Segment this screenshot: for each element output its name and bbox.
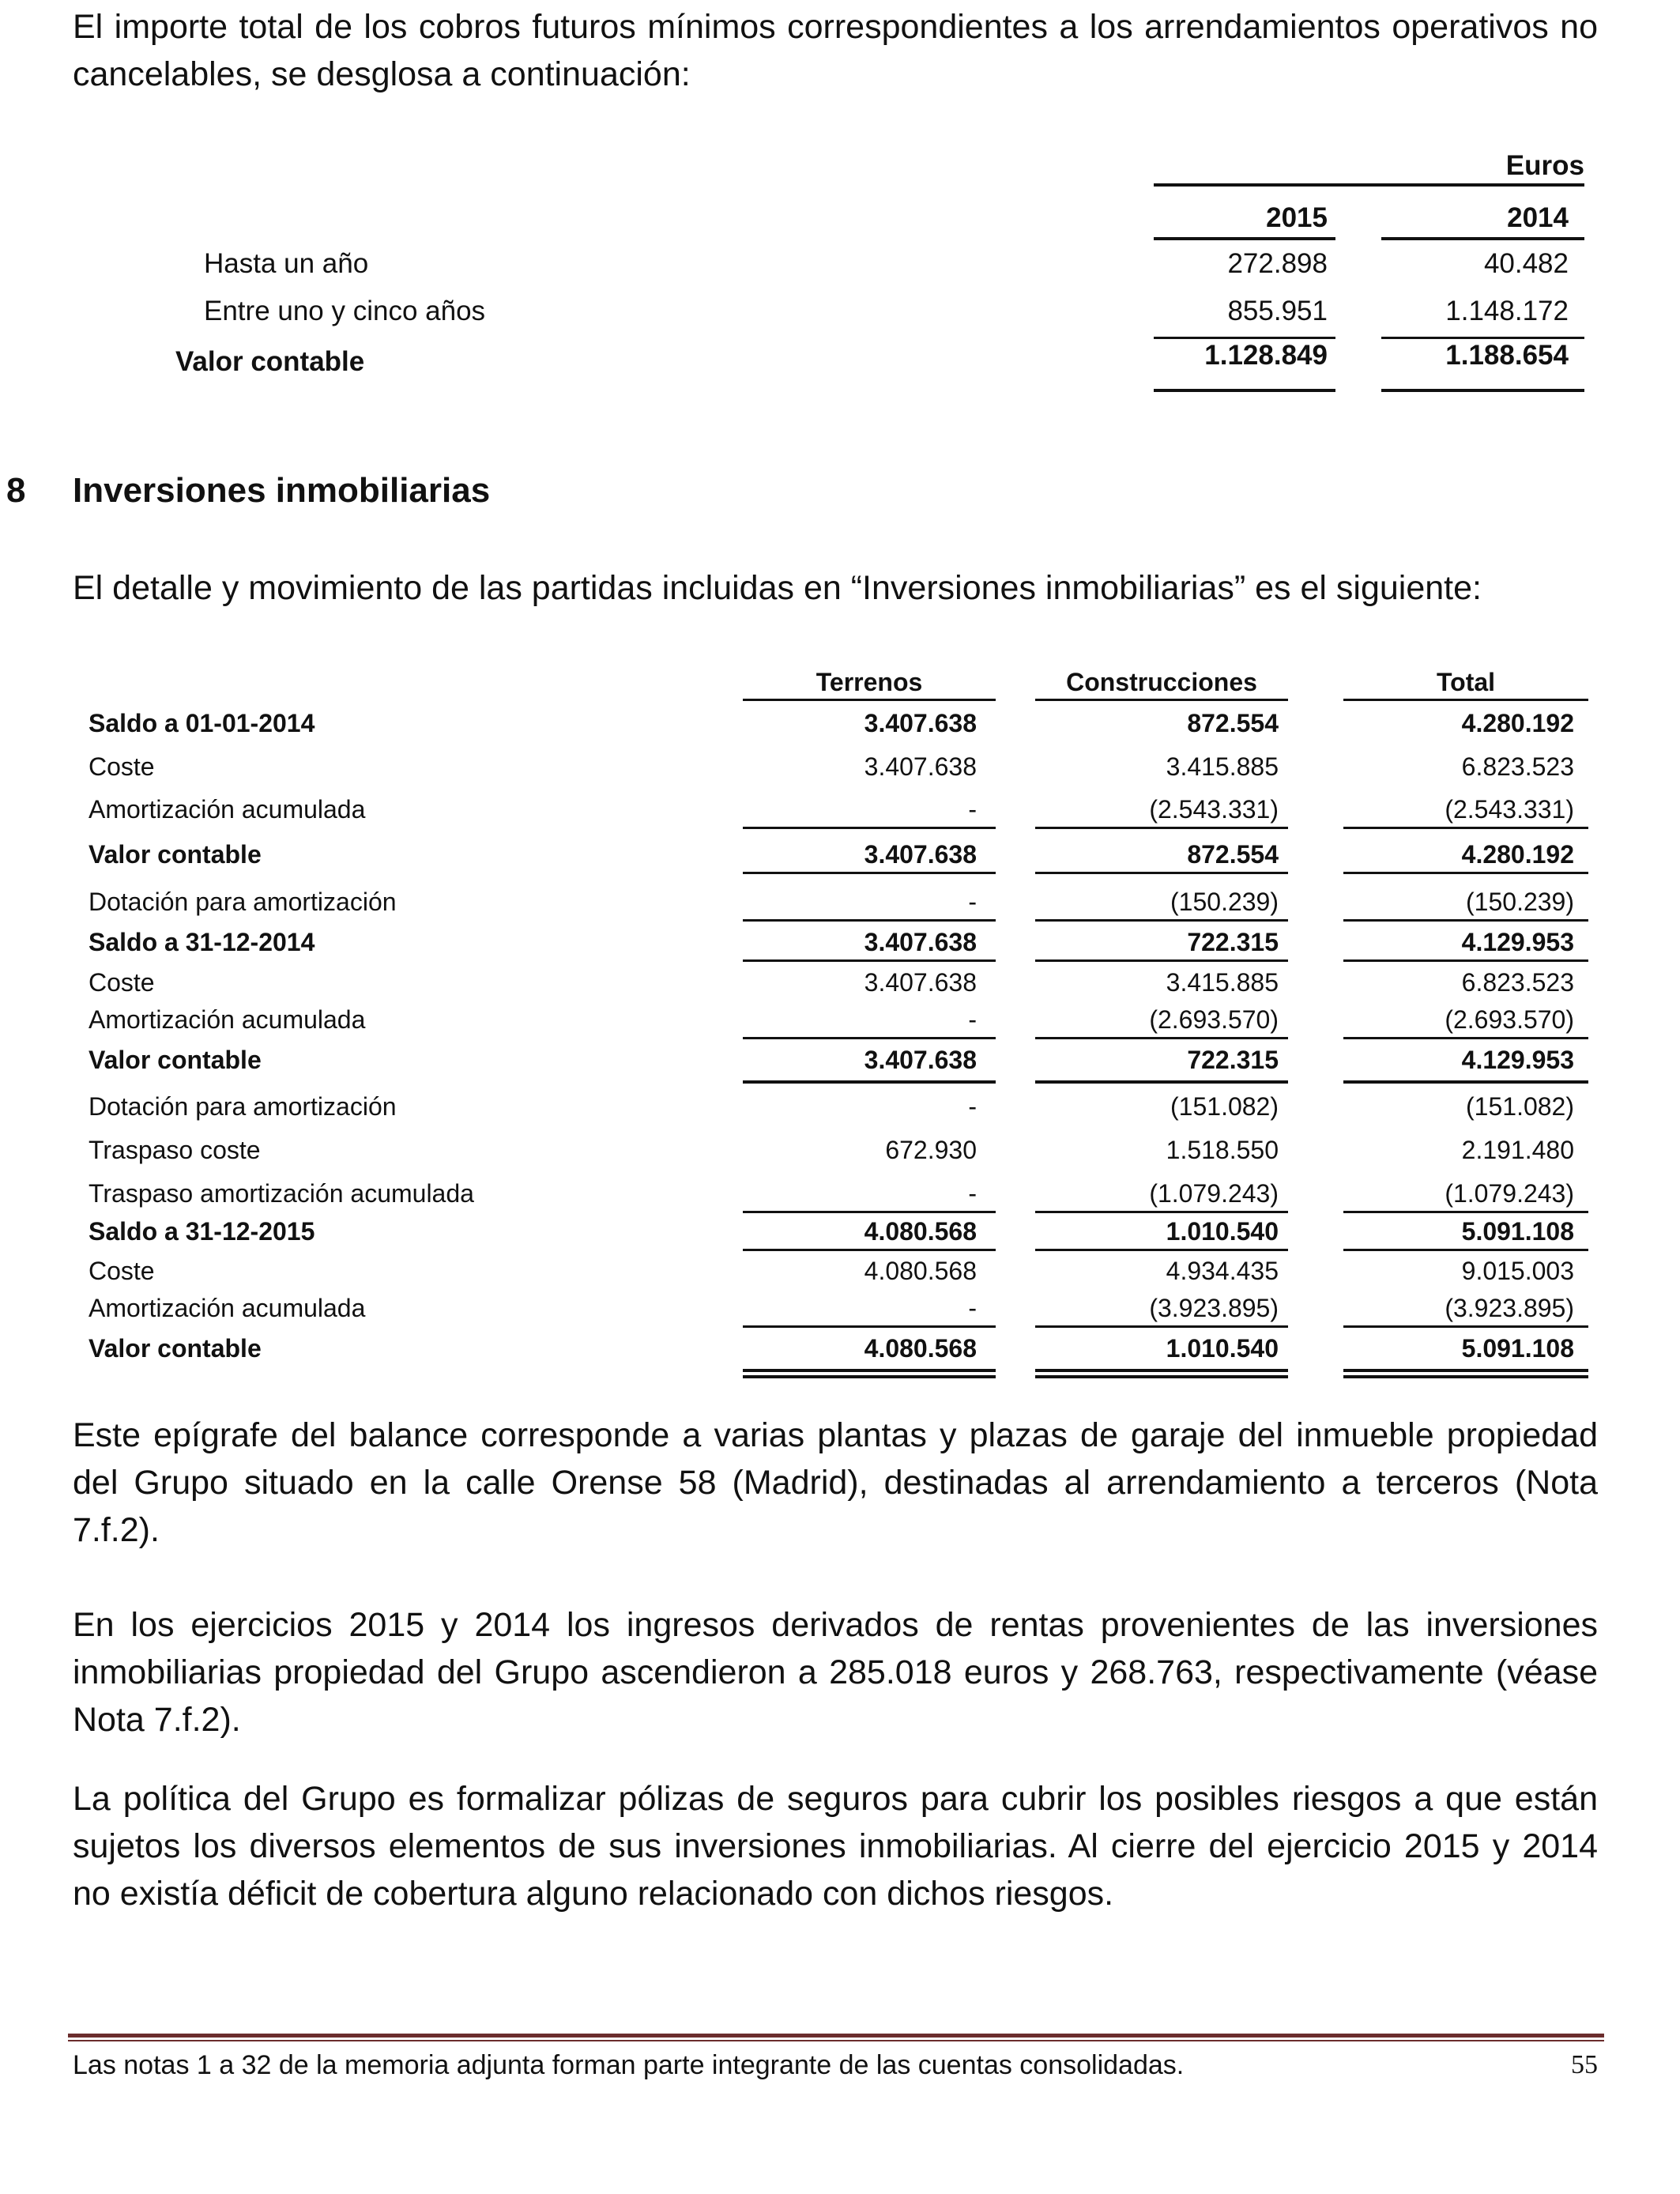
movement-row-label: Amortización acumulada	[89, 1294, 366, 1322]
movement-cell: 3.415.885	[1166, 968, 1279, 997]
movement-cell: 2.191.480	[1461, 1136, 1574, 1164]
lease-row-value: 855.951	[1227, 296, 1328, 326]
movement-rule	[1343, 959, 1588, 962]
lease-table-unit: Euros	[1505, 150, 1584, 181]
movement-cell: (151.082)	[1170, 1092, 1279, 1121]
movement-row-label: Traspaso coste	[89, 1136, 261, 1164]
footer-note: Las notas 1 a 32 de la memoria adjunta forman parte integrante de las cuentas consolidadas.	[73, 2050, 1185, 2080]
footer-rule	[68, 2040, 1604, 2041]
movement-rule	[1343, 1249, 1588, 1251]
movement-rule	[743, 1080, 996, 1084]
movement-cell: 4.934.435	[1166, 1257, 1279, 1285]
movement-rule	[1343, 1037, 1588, 1039]
movement-cell: (2.543.331)	[1149, 795, 1279, 824]
movement-cell: 5.091.108	[1461, 1334, 1574, 1363]
movement-cell: 6.823.523	[1461, 752, 1574, 781]
lease-table-unit-rule	[1154, 183, 1584, 187]
movement-cell: 4.080.568	[864, 1257, 977, 1285]
movement-row-label: Dotación para amortización	[89, 888, 397, 916]
movement-rule	[1035, 1037, 1288, 1039]
lease-total-label: Valor contable	[175, 346, 365, 377]
movement-cell: 3.415.885	[1166, 752, 1279, 781]
lease-row-value: 40.482	[1483, 248, 1569, 279]
movement-rule	[743, 1325, 996, 1328]
movement-header-rule	[1343, 699, 1588, 701]
movement-cell: 4.080.568	[864, 1217, 977, 1246]
movement-cell: 4.129.953	[1461, 928, 1574, 956]
lease-table-year-rule-2	[1381, 237, 1584, 240]
movement-row-label: Traspaso amortización acumulada	[89, 1179, 474, 1208]
lease-total-value: 1.188.654	[1445, 340, 1569, 371]
lease-subtotal-rule-1	[1154, 337, 1335, 339]
movement-cell: (3.923.895)	[1149, 1294, 1279, 1322]
movement-cell: 722.315	[1187, 1046, 1279, 1074]
movement-cell: 4.080.568	[864, 1334, 977, 1363]
movement-cell: 672.930	[885, 1136, 977, 1164]
movement-rule	[1343, 1325, 1588, 1328]
movement-rule	[743, 919, 996, 922]
movement-cell: 1.010.540	[1166, 1334, 1279, 1363]
movement-cell: (2.693.570)	[1149, 1005, 1279, 1034]
lease-row-label: Entre uno y cinco años	[204, 296, 486, 326]
movement-rule	[1035, 1369, 1288, 1372]
movement-cell: (2.543.331)	[1445, 795, 1574, 824]
movement-row-label: Coste	[89, 752, 155, 781]
movement-rule	[743, 827, 996, 829]
movement-cell: (151.082)	[1466, 1092, 1574, 1121]
movement-rule	[1035, 1325, 1288, 1328]
movement-row-label: Saldo a 31-12-2014	[89, 928, 315, 956]
movement-cell: 3.407.638	[864, 1046, 977, 1074]
lease-table-year-2014: 2014	[1507, 202, 1569, 233]
movement-rule	[1035, 919, 1288, 922]
movement-cell: (150.239)	[1466, 888, 1574, 916]
movement-row-label: Valor contable	[89, 1046, 262, 1074]
section-title: Inversiones inmobiliarias	[73, 471, 491, 510]
movement-cell: (2.693.570)	[1445, 1005, 1574, 1034]
movement-rule	[743, 1037, 996, 1039]
movement-cell: 3.407.638	[864, 752, 977, 781]
movement-cell: 1.518.550	[1166, 1136, 1279, 1164]
movement-header-terrenos: Terrenos	[816, 668, 923, 696]
movement-cell: 5.091.108	[1461, 1217, 1574, 1246]
movement-rule	[1343, 1080, 1588, 1084]
movement-cell: -	[968, 1005, 977, 1034]
movement-cell: 872.554	[1187, 709, 1279, 737]
movement-header-construcciones: Construcciones	[1066, 668, 1257, 696]
movement-rule	[1035, 872, 1288, 874]
movement-cell: -	[968, 1179, 977, 1208]
movement-header-total: Total	[1436, 668, 1496, 696]
movement-row-label: Saldo a 01-01-2014	[89, 709, 315, 737]
movement-row-label: Saldo a 31-12-2015	[89, 1217, 315, 1246]
lease-row-value: 1.148.172	[1445, 296, 1569, 326]
page-number: 55	[1571, 2050, 1598, 2079]
movement-rule	[1343, 919, 1588, 922]
movement-rule	[1343, 1211, 1588, 1213]
movement-cell: 6.823.523	[1461, 968, 1574, 997]
movement-rule	[1035, 959, 1288, 962]
movement-cell: (1.079.243)	[1445, 1179, 1574, 1208]
lease-table-year-rule-1	[1154, 237, 1335, 240]
movement-rule	[1035, 1080, 1288, 1084]
movement-cell: (3.923.895)	[1445, 1294, 1574, 1322]
lease-total-rule-1	[1154, 389, 1335, 392]
movement-row-label: Dotación para amortización	[89, 1092, 397, 1121]
movement-rule	[1343, 1369, 1588, 1372]
lease-subtotal-rule-2	[1381, 337, 1584, 339]
movement-rule	[1035, 827, 1288, 829]
movement-header-rule	[743, 699, 996, 701]
movement-cell: 3.407.638	[864, 840, 977, 869]
movement-row-label: Coste	[89, 968, 155, 997]
movement-cell: 3.407.638	[864, 928, 977, 956]
movement-rule	[743, 1249, 996, 1251]
movement-rule	[1343, 1375, 1588, 1378]
movement-rule	[1343, 827, 1588, 829]
footer-rule	[68, 2034, 1604, 2038]
movement-row-label: Amortización acumulada	[89, 1005, 366, 1034]
movement-cell: 1.010.540	[1166, 1217, 1279, 1246]
movement-rule	[743, 1369, 996, 1372]
movement-cell: 4.280.192	[1461, 709, 1574, 737]
movement-cell: 872.554	[1187, 840, 1279, 869]
paragraph-description: Este epígrafe del balance corresponde a varias plantas y plazas de garaje del inmueble propiedad del Grupo situado en la calle Orense 58 (Madrid), destinadas al arrendamiento a terceros (Nota 7.f.2).	[73, 1416, 1598, 1549]
lease-total-value: 1.128.849	[1204, 340, 1328, 371]
movement-rule	[1343, 872, 1588, 874]
movement-rule	[743, 959, 996, 962]
movement-row-label: Amortización acumulada	[89, 795, 366, 824]
section-lead-paragraph: El detalle y movimiento de las partidas incluidas en “Inversiones inmobiliarias” es el siguiente:	[73, 569, 1482, 607]
movement-cell: 9.015.003	[1461, 1257, 1574, 1285]
movement-rule	[1035, 1375, 1288, 1378]
lease-table-year-2015: 2015	[1266, 202, 1328, 233]
section-number: 8	[6, 471, 26, 510]
movement-cell: 722.315	[1187, 928, 1279, 956]
movement-cell: (1.079.243)	[1149, 1179, 1279, 1208]
movement-rule	[1035, 1211, 1288, 1213]
lease-total-rule-2	[1381, 389, 1584, 392]
movement-row-label: Valor contable	[89, 1334, 262, 1363]
movement-rule	[743, 872, 996, 874]
movement-rule	[1035, 1249, 1288, 1251]
movement-cell: -	[968, 888, 977, 916]
movement-cell: 3.407.638	[864, 709, 977, 737]
paragraph-income: En los ejercicios 2015 y 2014 los ingresos derivados de rentas provenientes de las inversiones inmobiliarias propiedad del Grupo ascendieron a 285.018 euros y 268.763, respectivamente (véase Nota 7.f.2).	[73, 1606, 1598, 1739]
movement-cell: -	[968, 1294, 977, 1322]
movement-cell: -	[968, 795, 977, 824]
movement-cell: 4.280.192	[1461, 840, 1574, 869]
intro-paragraph: El importe total de los cobros futuros mínimos correspondientes a los arrendamientos operativos no cancelables, se desglosa a continuación:	[73, 8, 1598, 93]
movement-row-label: Coste	[89, 1257, 155, 1285]
movement-cell: 4.129.953	[1461, 1046, 1574, 1074]
movement-header-rule	[1035, 699, 1288, 701]
lease-row-value: 272.898	[1227, 248, 1328, 279]
movement-row-label: Valor contable	[89, 840, 262, 869]
movement-rule	[743, 1211, 996, 1213]
movement-cell: (150.239)	[1170, 888, 1279, 916]
lease-row-label: Hasta un año	[204, 248, 369, 279]
movement-cell: 3.407.638	[864, 968, 977, 997]
movement-rule	[743, 1375, 996, 1378]
movement-cell: -	[968, 1092, 977, 1121]
paragraph-insurance: La política del Grupo es formalizar pólizas de seguros para cubrir los posibles riesgos a que están sujetos los diversos elementos de sus inversiones inmobiliarias. Al cierre del ejercicio 2015 y 2014 no existía déficit de cobertura alguno relacionado con dichos riesgos.	[73, 1780, 1598, 1913]
